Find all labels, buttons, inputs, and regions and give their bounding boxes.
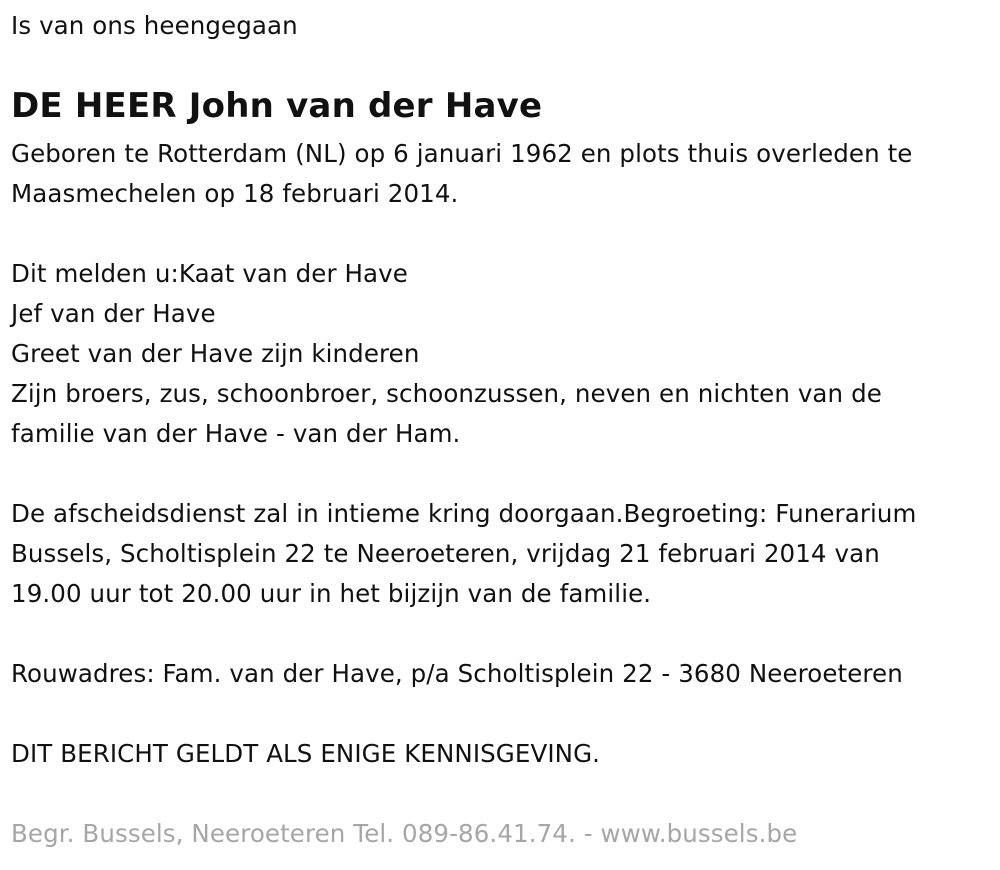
announcers-block <box>11 254 882 454</box>
official-notice: DIT BERICHT GELDT ALS ENIGE KENNISGEVING. <box>11 739 601 768</box>
service-line: Bussels, Scholtisplein 22 te Neeroeteren, vrijdag 21 februari 2014 van <box>11 539 880 568</box>
birth-line: Geboren te Rotterdam (NL) op 6 januari 1962 en plots thuis overleden te <box>11 139 913 168</box>
announcer-line: Zijn broers, zus, schoonbroer, schoonzussen, neven en nichten van de <box>11 379 882 408</box>
deceased-name: DE HEER John van der Have <box>11 86 543 126</box>
announcer-line: Greet van der Have zijn kinderen <box>11 339 420 368</box>
mourning-address: Rouwadres: Fam. van der Have, p/a Scholtisplein 22 - 3680 Neeroeteren <box>11 659 903 688</box>
announcer-line: Dit melden u:Kaat van der Have <box>11 259 408 288</box>
announcer-line: familie van der Have - van der Ham. <box>11 419 461 448</box>
birth-details <box>11 134 912 214</box>
announcer-line: Jef van der Have <box>11 299 216 328</box>
funeral-home-footer: Begr. Bussels, Neeroeteren Tel. 089-86.41.74. - www.bussels.be <box>11 819 798 848</box>
intro-text: Is van ons heengegaan <box>11 11 298 40</box>
birth-line: Maasmechelen op 18 februari 2014. <box>11 179 459 208</box>
service-details <box>11 494 917 614</box>
service-line: 19.00 uur tot 20.00 uur in het bijzijn van de familie. <box>11 579 652 608</box>
service-line: De afscheidsdienst zal in intieme kring doorgaan.Begroeting: Funerarium <box>11 499 917 528</box>
